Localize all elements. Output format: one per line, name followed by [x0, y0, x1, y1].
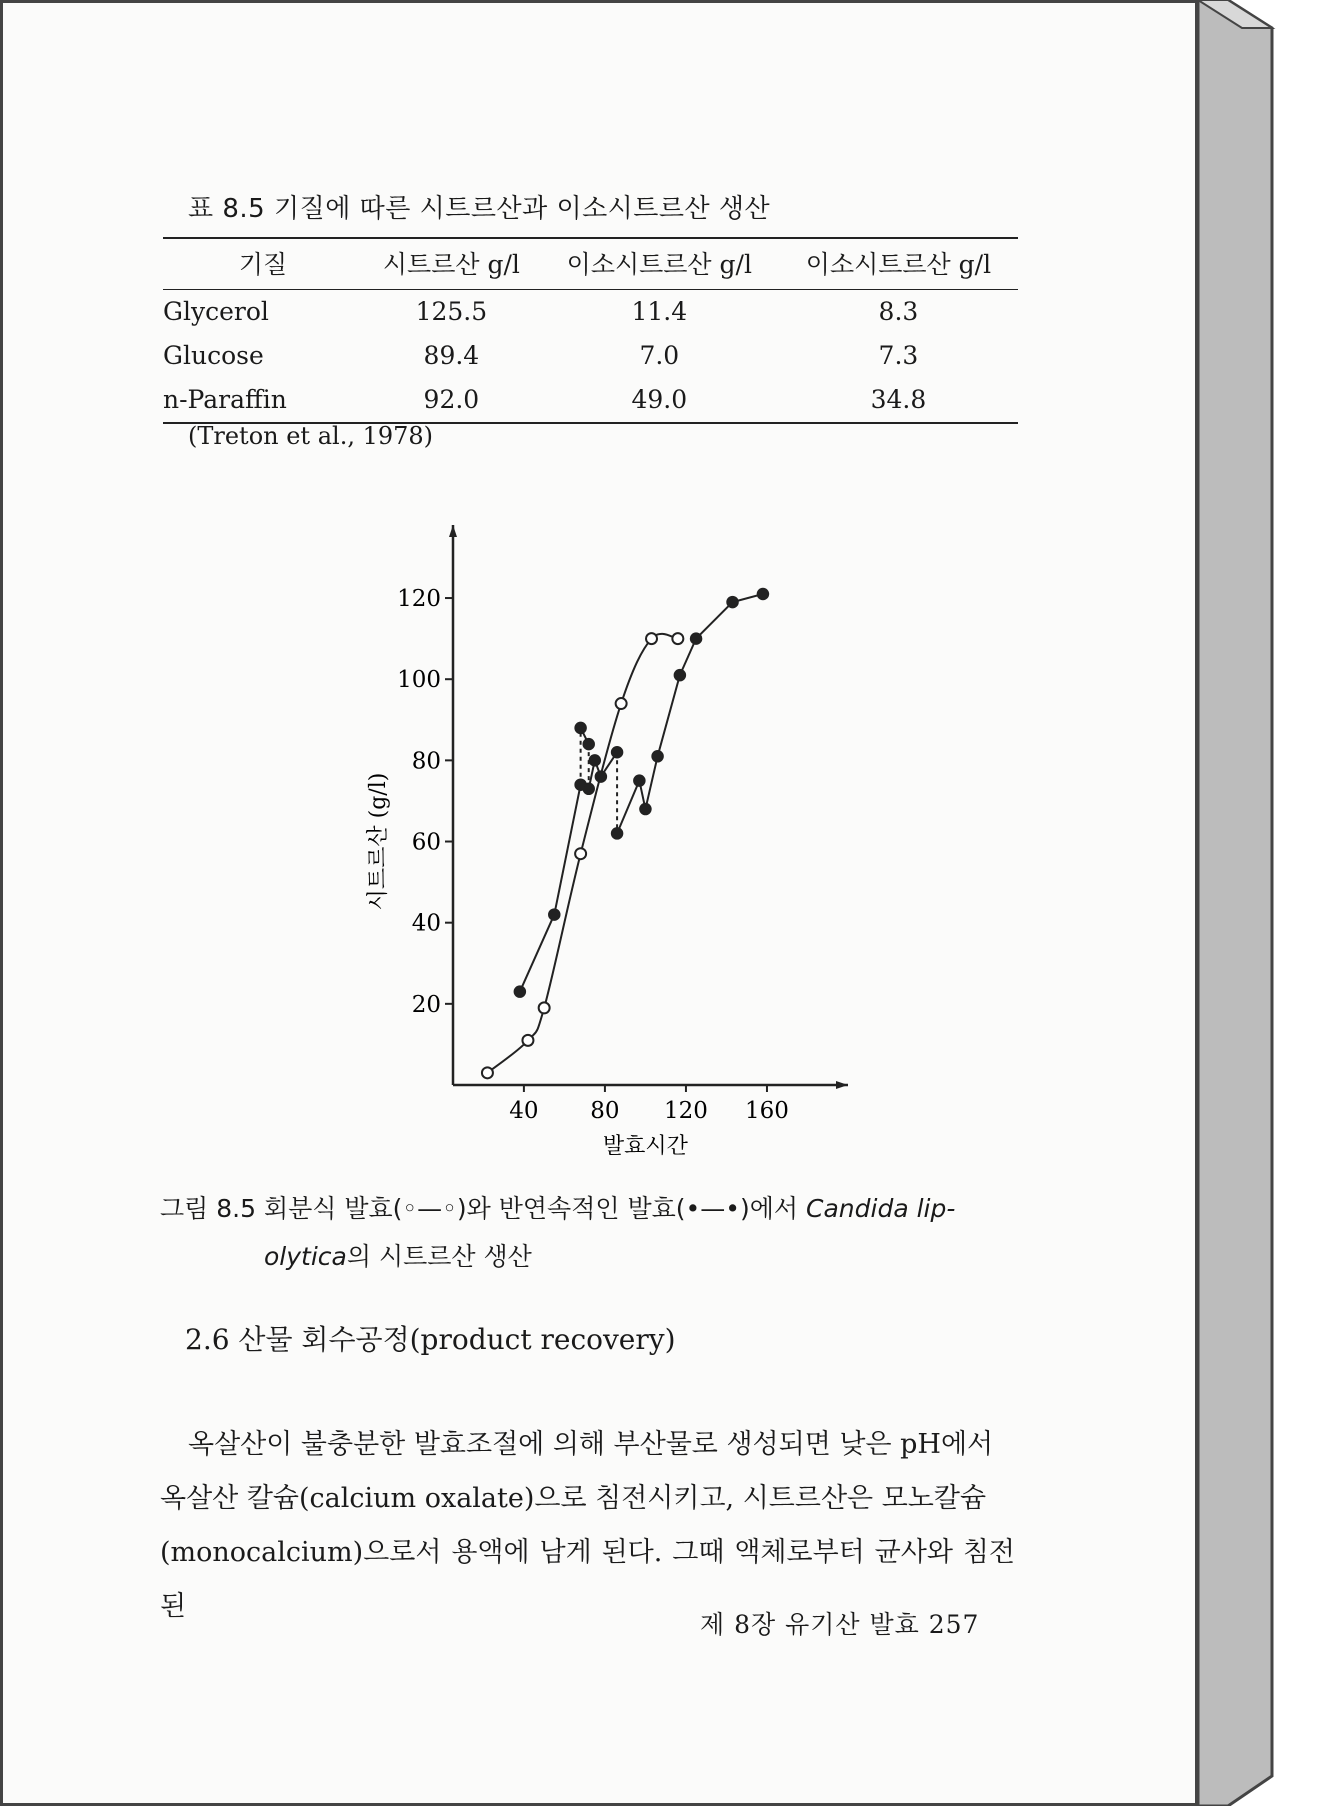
semicontinuous-data-point [757, 588, 768, 599]
batch-data-point [575, 848, 586, 859]
caption-text: 그림 8.5 회분식 발효( [160, 1194, 403, 1223]
header-substrate: 기질 [163, 238, 363, 290]
semicontinuous-data-point [583, 739, 594, 750]
body-line: 옥살산 칼슘(calcium oxalate)으로 침전시키고, 시트르산은 모노칼슘 [160, 1483, 987, 1514]
semicontinuous-data-point [589, 755, 600, 766]
cell-value: 89.4 [423, 341, 480, 370]
filled-circle-legend-icon: •—• [685, 1194, 741, 1223]
batch-data-point [616, 698, 627, 709]
header-isocitric-acid: 이소시트르산 g/l [540, 238, 779, 290]
page-footer: 제 8장 유기산 발효 257 [700, 1610, 980, 1639]
cell-value: 11.4 [631, 297, 688, 326]
species-name: Candida lip- [806, 1194, 956, 1223]
header-isocitric-acid-2: 이소시트르산 g/l [779, 238, 1018, 290]
batch-data-point [522, 1035, 533, 1046]
y-tick-label: 120 [397, 586, 441, 613]
body-paragraph [160, 1418, 1015, 1634]
table-source: (Treton et al., 1978) [188, 422, 434, 450]
figure-caption-line-2 [160, 1233, 1020, 1281]
cell-value: 7.3 [878, 341, 919, 370]
y-tick-label: 100 [397, 667, 441, 694]
y-tick-label: 20 [411, 991, 441, 1018]
x-tick-label: 160 [745, 1098, 789, 1124]
semicontinuous-data-point [575, 722, 586, 733]
semicontinuous-data-point [612, 747, 623, 758]
y-tick-label: 40 [411, 910, 441, 937]
semicontinuous-data-point [595, 771, 606, 782]
x-axis-arrow-icon [836, 1081, 848, 1089]
open-circle-legend-icon: ◦—◦ [402, 1194, 457, 1223]
batch-data-point [482, 1067, 493, 1078]
semicontinuous-data-point [514, 986, 525, 997]
semicontinuous-data-point [583, 783, 594, 794]
semicontinuous-series-segment [645, 756, 657, 809]
x-axis-label: 발효시간 [602, 1134, 688, 1159]
cell-value: 92.0 [363, 378, 540, 423]
semicontinuous-data-point [612, 828, 623, 839]
semicontinuous-data-point [691, 633, 702, 644]
table-caption: 표 8.5 기질에 따른 시트르산과 이소시트르산 생산 [188, 194, 771, 224]
figure-caption-line-1 [160, 1185, 1020, 1233]
semicontinuous-series-segment [696, 602, 732, 639]
semicontinuous-data-point [640, 804, 651, 815]
semicontinuous-data-point [727, 597, 738, 608]
cell-substrate: n-Paraffin [163, 378, 363, 423]
x-tick-label: 80 [590, 1098, 620, 1124]
semicontinuous-series-segment [658, 675, 680, 756]
x-tick-label: 120 [663, 1098, 708, 1124]
cell-value: 8.3 [878, 297, 919, 326]
y-tick-label: 80 [411, 748, 441, 775]
cell-value: 49.0 [540, 378, 779, 423]
batch-data-point [646, 633, 657, 644]
body-line: (monocalcium)으로서 용액에 남게 된다. 그때 액체로부터 균사와 침전된 [160, 1537, 1015, 1622]
semicontinuous-data-point [549, 909, 560, 920]
cell-substrate: Glycerol [163, 297, 269, 326]
y-axis-label: 시트르산 (g/l) [366, 772, 391, 911]
semicontinuous-series-segment [617, 781, 639, 834]
semicontinuous-data-point [652, 751, 663, 762]
caption-text: 의 시트르산 생산 [346, 1242, 532, 1271]
cell-value: 7.0 [639, 341, 680, 370]
caption-text: )에서 [740, 1194, 807, 1223]
x-tick-label: 40 [509, 1098, 539, 1124]
y-tick-label: 60 [411, 829, 441, 856]
figure-caption [160, 1185, 1020, 1281]
batch-data-point [672, 633, 683, 644]
cell-substrate: Glucose [163, 341, 264, 370]
body-line: 옥살산이 불충분한 발효조절에 의해 부산물로 생성되면 낮은 pH에서 [188, 1429, 994, 1460]
batch-data-point [539, 1002, 550, 1013]
y-axis-arrow-icon [449, 525, 457, 537]
cell-value: 34.8 [779, 378, 1018, 423]
caption-text: )와 반연속적인 발효( [456, 1194, 686, 1223]
semicontinuous-data-point [674, 670, 685, 681]
cell-value: 125.5 [415, 297, 488, 326]
semicontinuous-data-point [634, 775, 645, 786]
section-heading: 2.6 산물 회수공정(product recovery) [185, 1323, 676, 1356]
header-citric-acid: 시트르산 g/l [363, 238, 540, 290]
semicontinuous-series-segment [520, 915, 554, 992]
species-name: olytica [264, 1242, 347, 1271]
